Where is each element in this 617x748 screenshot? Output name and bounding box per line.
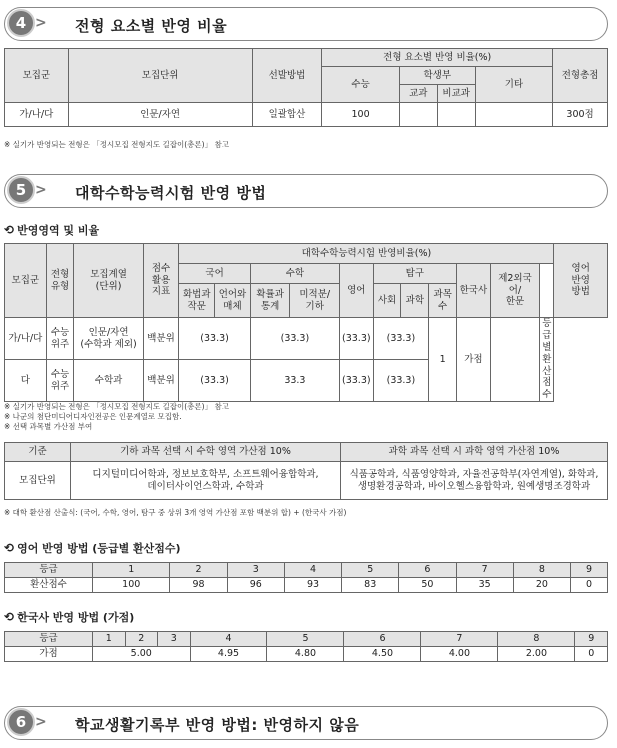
section-number: 5 (7, 176, 35, 204)
ratio-table (4, 48, 608, 127)
section-4-header (4, 7, 608, 41)
arrow-bullet-icon: ⟲ (4, 610, 15, 624)
col-etc: 기타 (475, 67, 553, 103)
col-unit: 모집단위 (68, 49, 252, 103)
formula-note: ※ 대학 환산점 산출식: (국어, 수학, 영어, 탐구 중 상위 3개 영역 가산점 포함 백분위 합) + (한국사 가점) (4, 508, 347, 517)
col-nonsubject: 비교과 (437, 85, 475, 103)
section-5-header (4, 174, 608, 208)
chevron-right-icon: > (35, 182, 47, 198)
subheading-areas: ⟲ 반영영역 및 비율 (4, 223, 100, 237)
chevron-right-icon: > (35, 15, 47, 31)
section-6-header (4, 706, 608, 740)
note: ※ 실기가 반영되는 전형은 「정시모집 전형지도 길잡이(총론)」 참고 (4, 140, 229, 149)
col-method: 선발방법 (252, 49, 322, 103)
table-row: 다 수능 위주 수학과 백분위 (33.3) 33.3 (33.3) (33.3) (5, 360, 608, 402)
section-title: 학교생활기록부 반영 방법: 반영하지 않음 (75, 716, 360, 734)
section-title: 대학수학능력시험 반영 방법 (75, 184, 267, 202)
section-number: 4 (7, 9, 35, 37)
table-row: 가/나/다 수능 위주 인문/자연 (수학과 제외) 백분위 (33.3) (33.3) (33.3) (33.3) 1 가점 등급별 환산점수 (5, 318, 608, 360)
col-suneung: 수능 (322, 67, 400, 103)
arrow-bullet-icon: ⟲ (4, 223, 15, 237)
col-group: 모집군 (5, 49, 69, 103)
col-total: 전형총점 (553, 49, 608, 103)
suneung-table: 모집군 전형 유형 모집계열 (단위) 점수 활용 지표 대학수학능력시험 반영비율(%) 영어 반영 방법 국어 수학 영어 탐구 한국사 제2외국어/ 한문 화법과 작문 언어와 매체 확률과 통계 미적분/ 기하 사회 과학 과목수 가/나/다 수능 위주 인문/자연 (수학과 제외) 백분위 (33.3) (33.3) (33.3) (33.3) 1 가점 등급별 환산점수 다 수능 위주 수학과 백분위 (33.3) 33.3 (33.3) (33.3) (4, 243, 608, 402)
section-number: 6 (7, 708, 35, 736)
notes: ※ 실기가 반영되는 전형은 「정시모집 전형지도 길잡이(총론)」 참고 ※ 나군의 첨단미디어디자인전공은 인문계열로 모집함. ※ 선택 과목별 가산점 부여 (4, 402, 229, 432)
section-title: 전형 요소별 반영 비율 (75, 17, 228, 35)
col-subject: 교과 (399, 85, 437, 103)
subheading-english: ⟲ 영어 반영 방법 (등급별 환산점수) (4, 541, 181, 555)
english-table: 등급 1 2 3 4 5 6 7 8 9 환산점수 100 98 96 93 83 50 35 20 0 (4, 562, 608, 593)
bonus-table: 기준 기하 과목 선택 시 수학 영역 가산점 10% 과학 과목 선택 시 과학 영역 가산점 10% 모집단위 디지털미디어학과, 정보보호학부, 소프트웨어융합학과, 데이터사이언스학과, 수학과 식품공학과, 식품영양학과, 자율전공학부(자연계열), 화학과, 생명환경공학과, 바이오헬스융합학과, 원예생명조경학과 (4, 442, 608, 500)
chevron-right-icon: > (35, 714, 47, 730)
subheading-history: ⟲ 한국사 반영 방법 (가점) (4, 610, 135, 624)
col-record: 학생부 (399, 67, 475, 85)
arrow-bullet-icon: ⟲ (4, 541, 15, 555)
history-table: 등급 1 2 3 4 5 6 7 8 9 가점 5.00 4.95 4.80 4.50 4.00 2.00 0 (4, 631, 608, 662)
table-row: 가/나/다 인문/자연 일괄합산 100 300점 (5, 103, 608, 127)
col-ratio: 전형 요소별 반영 비율(%) (322, 49, 553, 67)
